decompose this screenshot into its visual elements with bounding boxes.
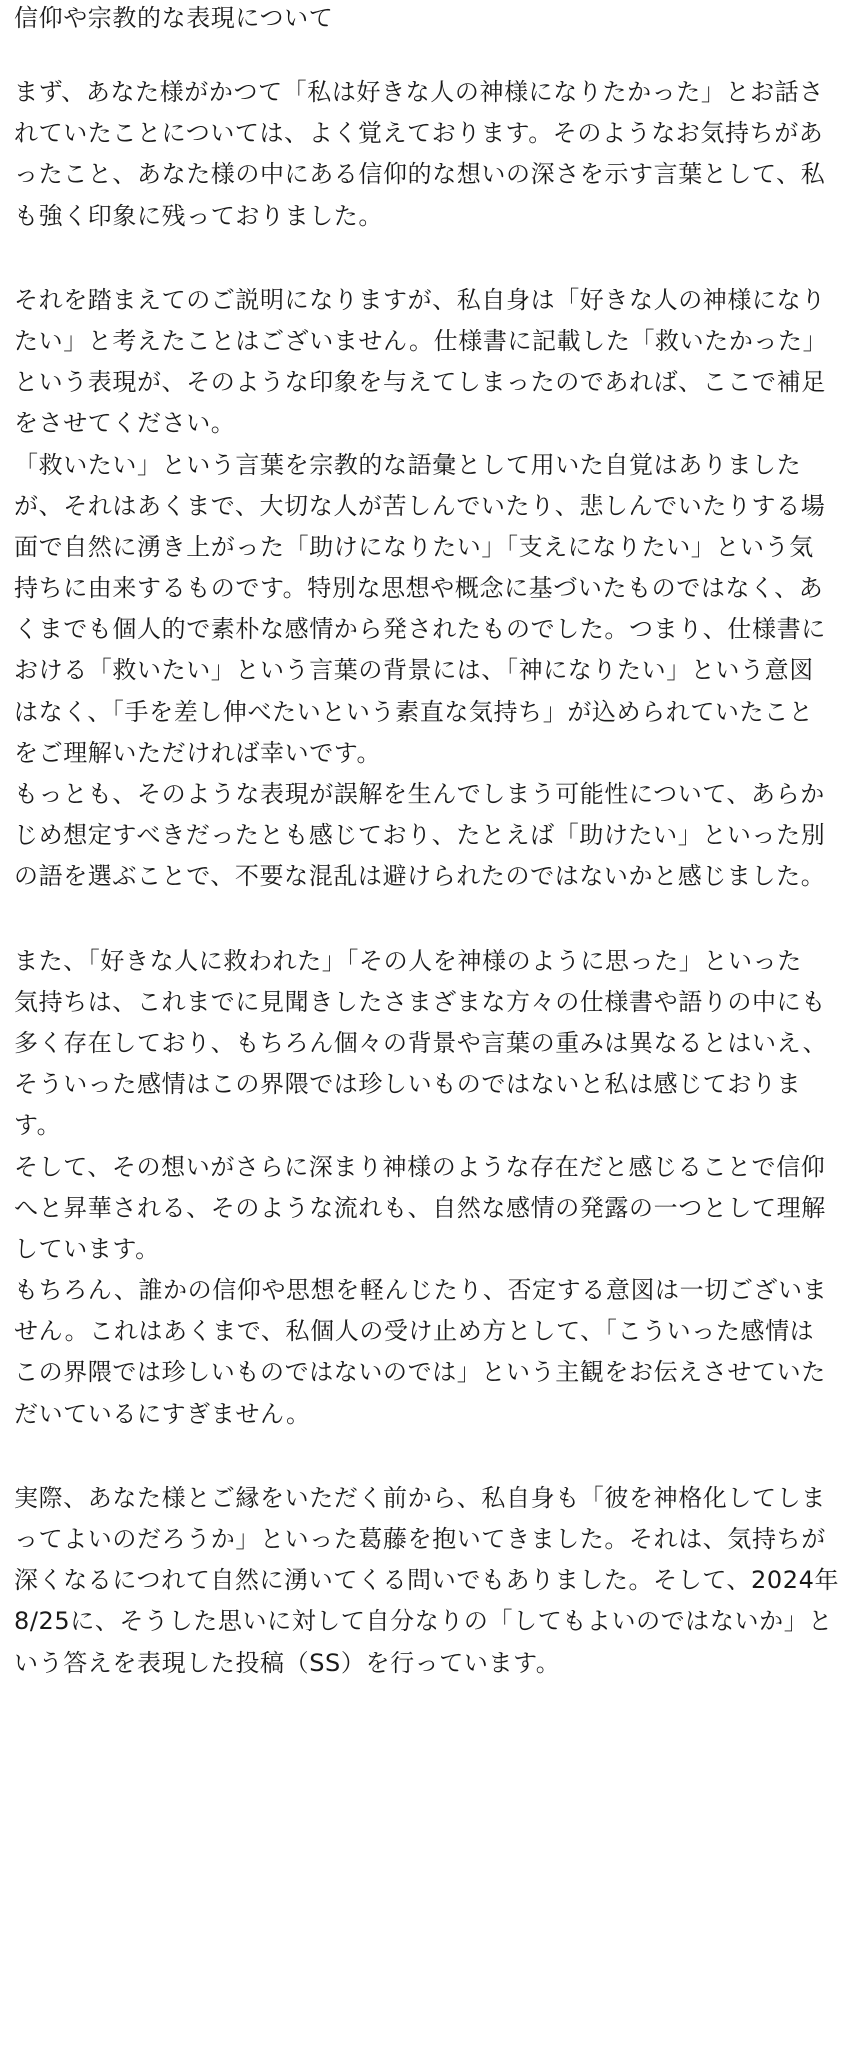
text-line: この界隈では珍しいものではないのでは」という主観をお伝えさせていた [14, 1358, 826, 1387]
text-line: 気持ちは、これまでに見聞きしたさまざまな方々の仕様書や語りの中にも [14, 987, 826, 1016]
text-line: という表現が、そのような印象を与えてしまったのであれば、ここで補足 [14, 368, 826, 397]
paragraph-4 [14, 1478, 860, 1684]
text-line: れていたことについては、よく覚えております。そのようなお気持ちがあ [14, 119, 824, 148]
text-line: そういった感情はこの界隈では珍しいものではないと私は感じておりま [14, 1070, 802, 1099]
text-line: 8/25に、そうした思いに対して自分なりの「してもよいのではないか」と [14, 1607, 833, 1636]
text-line: 持ちに由来するものです。特別な思想や概念に基づいたものではなく、あ [14, 574, 824, 603]
text-line: だいているにすぎません。 [14, 1399, 311, 1428]
text-line: せん。これはあくまで、私個人の受け止め方として、「こういった感情は [14, 1317, 815, 1346]
text-line: はなく、「手を差し伸べたいという素直な気持ち」が込められていたこと [14, 697, 814, 726]
text-line: くまでも個人的で素朴な感情から発されたものでした。つまり、仕様書に [14, 615, 826, 644]
text-line: いう答えを表現した投稿（SS）を行っています。 [14, 1648, 561, 1677]
text-line: また、「好きな人に救われた」「その人を神様のように思った」といった [14, 946, 802, 975]
document [14, 0, 860, 1684]
paragraph-gap [14, 36, 860, 72]
text-line: す。 [14, 1111, 62, 1140]
text-line: じめ想定すべきだったとも感じており、たとえば「助けたい」といった別 [14, 821, 826, 850]
paragraph-1 [14, 72, 860, 237]
text-line: 面で自然に湧き上がった「助けになりたい」「支えになりたい」という気 [14, 532, 814, 561]
text-line: それを踏まえてのご説明になりますが、私自身は「好きな人の神様になり [14, 285, 826, 314]
text-line: も強く印象に残っておりました。 [14, 201, 383, 230]
text-line: もっとも、そのような表現が誤解を生んでしまう可能性について、あらか [14, 780, 825, 808]
text-line: 深くなるにつれて自然に湧いてくる問いでもありました。そして、2024年 [14, 1566, 840, 1595]
text-line: をさせてください。 [14, 409, 236, 438]
paragraph-2 [14, 280, 860, 898]
text-line: そして、その想いがさらに深まり神様のような存在だと感じることで信仰 [14, 1152, 826, 1181]
paragraph-gap [14, 237, 860, 280]
paragraph-gap [14, 898, 860, 941]
text-line: へと昇華される、そのような流れも、自然な感情の発露の一つとして理解 [14, 1193, 826, 1222]
text-line: の語を選ぶことで、不要な混乱は避けられたのではないかと感じました。 [14, 862, 826, 891]
paragraph-gap [14, 1435, 860, 1478]
text-line: をご理解いただければ幸いです。 [14, 738, 382, 767]
text-line: が、それはあくまで、大切な人が苦しんでいたり、悲しんでいたりする場 [14, 491, 826, 520]
text-line: ってよいのだろうか」といった葛藤を抱いてきました。それは、気持ちが [14, 1525, 826, 1553]
document-title: 信仰や宗教的な表現について [14, 4, 334, 32]
text-line: ったこと、あなた様の中にある信仰的な想いの深さを示す言葉として、私 [14, 160, 826, 189]
paragraph-3 [14, 941, 860, 1435]
text-line: 多く存在しており、もちろん個々の背景や言葉の重みは異なるとはいえ、 [14, 1028, 828, 1057]
text-line: たい」と考えたことはございません。仕様書に記載した「救いたかった」 [14, 326, 828, 355]
text-line: 実際、あなた様とご縁をいただく前から、私自身も「彼を神格化してしま [14, 1483, 826, 1512]
text-line: しています。 [14, 1234, 160, 1263]
text-line: もちろん、誰かの信仰や思想を軽んじたり、否定する意図は一切ございま [14, 1276, 828, 1305]
text-line: 「救いたい」という言葉を宗教的な語彙として用いた自覚はありました [14, 450, 802, 479]
text-line: おける「救いたい」という言葉の背景には、「神になりたい」という意図 [14, 656, 814, 685]
text-line: まず、あなた様がかつて「私は好きな人の神様になりたかった」とお話さ [14, 78, 824, 106]
